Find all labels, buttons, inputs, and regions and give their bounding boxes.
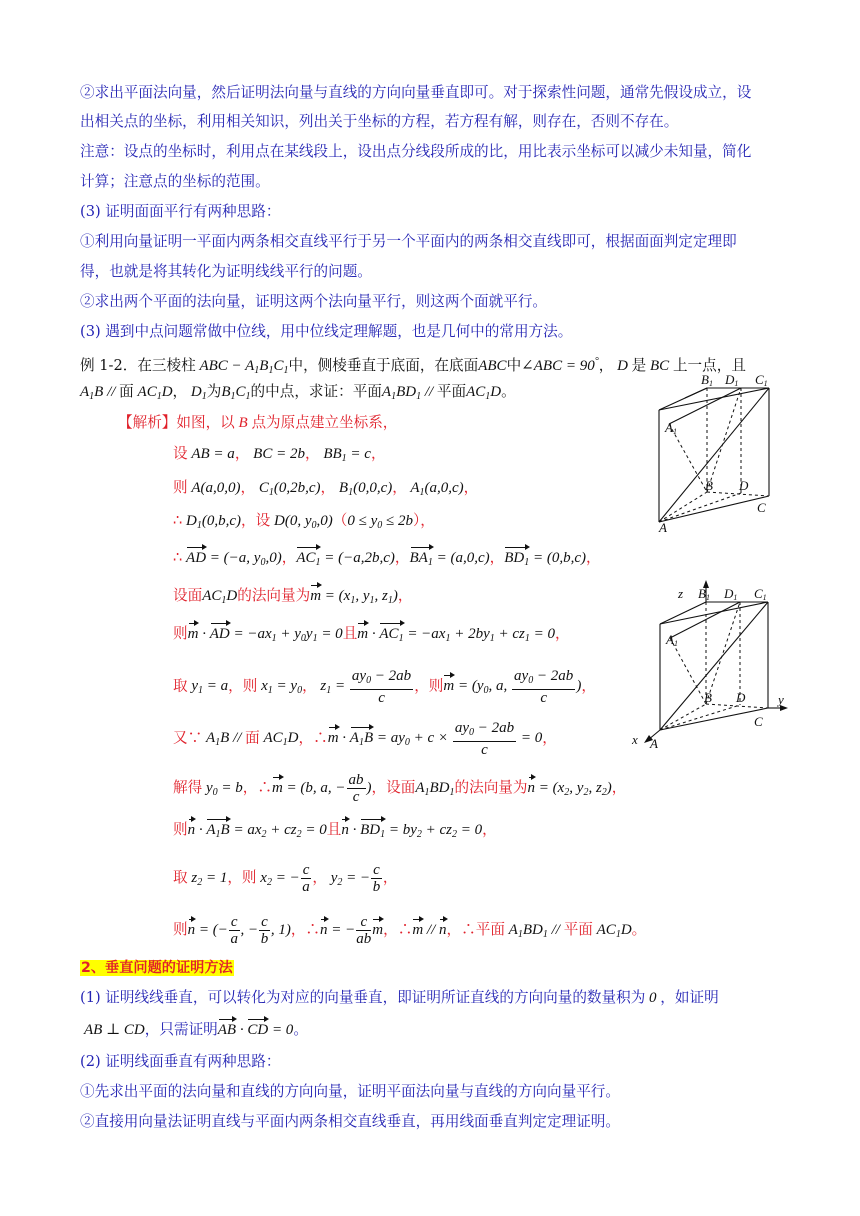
fig1-label-c: C (757, 500, 766, 515)
intro-line-4: 计算；注意点的坐标的范围。 (80, 173, 270, 190)
solution-line-13: 则n = (− $\frac{c}{a}$ , − $\frac{c}{b}$ , 1)，∴n = − $\frac{c}{ab}$ m，∴m // n，∴平面 $A_1BD_1$ // 平面 $AC_1D$。 (173, 914, 647, 947)
intro-line-5: (3) 证明面面平行有两种思路： (80, 203, 281, 220)
intro-line-8: ②求出两个平面的法向量，证明这两个法向量平行，则这两个面就平行。 (80, 293, 548, 310)
solution-line-9: 又∵ $A_1B$ // 面 $AC_1D$，∴m · $A_1B = ay_0 + c$ × $\frac{ay_0 - 2ab}{c}$ = 0， (173, 720, 557, 758)
prism-figure-2 (628, 580, 798, 752)
fig1-label-c1: C (755, 372, 764, 387)
prism-figure-1 (645, 372, 785, 532)
section-line-4: ①先求出平面的法向量和直线的方向向量，证明平面法向量与直线的方向向量平行。 (80, 1083, 620, 1100)
section-line-5: ②直接用向量法证明直线与平面内两条相交直线垂直，再用线面垂直判定定理证明。 (80, 1113, 620, 1130)
fig2-axis-y: y (778, 692, 784, 707)
example-line-1: 例 1-2．在三棱柱 ABC − $A_1B_1C_1$中，侧棱垂直于底面，在底面ABC中∠ABC = 90°， D 是 BC 上一点，且 (80, 356, 746, 376)
example-line-2: $A_1B$ // 面 $AC_1D$， $D_1$为$B_1C_1$的中点，求证：平面$A_1BD_1$ // 平面$AC_1D$。 (80, 383, 516, 402)
fig2-label-a1: A (666, 632, 674, 647)
intro-line-9: (3) 遇到中点问题常做中位线，用中位线定理解题，也是几何中的常用方法。 (80, 323, 573, 340)
fig2-label-d1: D (724, 586, 734, 601)
svg-text:A1: A1 (665, 420, 677, 436)
fig1-label-d: D (739, 478, 749, 493)
intro-line-1: ②求出平面法向量，然后证明法向量与直线的方向向量垂直即可。对于探索性问题，通常先假设成立，设 (80, 84, 752, 101)
svg-text:C1: C1 (754, 586, 767, 602)
fig2-axis-x: x (632, 732, 638, 747)
fig1-label-a: A (659, 520, 667, 532)
section-line-1: (1) 证明线线垂直，可以转化为对应的向量垂直，即证明所证直线的方向向量的数量积为 0 ，如证明 (80, 989, 719, 1006)
svg-text:B1: B1 (701, 372, 713, 388)
solution-line-6: 设面$AC_1D$的法向量为$m = (x_1$, $y_1$, $z_1$)， (173, 587, 413, 606)
intro-line-7: 得，也就是将其转化为证明线线平行的问题。 (80, 263, 372, 280)
solution-line-10: 解得 $y_0 = b$，∴m = (b, a, − $\frac{ab}{c}$ )，设面$A_1BD_1$的法向量为$n = (x_2$, $y_2$, $z_2$)， (173, 772, 627, 805)
solution-line-3: 则 A(a,0,0)， $C_1(0,2b,c)$， $B_1(0,0,c)$， $A_1(a,0,c)$， (173, 479, 479, 498)
fig1-label-a1: A (665, 420, 673, 435)
solution-line-5: ∴ AD = (−a, $y_0,0$)，$AC_1 = (-a,2b,c)$，$BA_1 = (a,0,c)$，$BD_1 = (0,b,c)$， (173, 548, 601, 573)
fig2-label-d: D (736, 690, 746, 705)
solution-line-11: 则$n \cdot A_1B = ax_2 + cz_2 = 0$且$n \cdot BD_1 = by_2 + cz_2 = 0$， (173, 820, 497, 845)
solution-line-2: 设 AB = a， BC = 2b， $BB_1 = c$， (173, 445, 386, 464)
solution-line-12: 取 $z_2 = 1$，则 $x_2$ = − $\frac{c}{a}$ ， $y_2$ = − $\frac{c}{b}$ ， (173, 862, 398, 895)
fig2-axis-z: z (678, 586, 684, 601)
intro-line-2: 出相关点的坐标，利用相关知识，列出关于坐标的方程，若方程有解，则存在，否则不存在。 (80, 113, 679, 130)
solution-line-8: 取 $y_1 = a$，则 $x_1 = y_0$， $z_1$ = $\frac{ay_0 - 2ab}{c}$ ，则$m = (y_0$, a, $\frac{ay_0 - 2ab}{c}$ )， (173, 668, 596, 706)
svg-text:B1: B1 (698, 586, 710, 602)
fig2-label-b1: B (698, 586, 706, 601)
fig1-label-b1: B (701, 372, 709, 387)
svg-text:D1: D1 (724, 586, 738, 602)
svg-text:C1: C1 (755, 372, 768, 388)
section-line-2: AB ⊥ CD，只需证明AB · CD = 0。 (84, 1021, 308, 1038)
intro-line-3: 注意：设点的坐标时，利用点在某线段上，设出点分线段所成的比，用比表示坐标可以减少未知量，简化 (80, 143, 752, 160)
fig2-label-a: A (650, 736, 658, 751)
section-line-3: (2) 证明线面垂直有两种思路： (80, 1053, 281, 1070)
svg-text:D1: D1 (725, 372, 739, 388)
solution-line-1: 【解析】如图，以 B 点为原点建立坐标系， (118, 414, 398, 431)
fig2-label-c: C (754, 714, 763, 729)
fig1-label-d1: D (725, 372, 735, 387)
svg-text:A1: A1 (666, 632, 678, 648)
fig2-label-c1: C (754, 586, 763, 601)
solution-line-4: ∴ $D_1(0,b,c)$，设 D(0, $y_0,0)(0 \le y_0 \le 2b)$， (173, 512, 435, 531)
solution-line-7: 则m · AD = $-ax_1 + y_0y_1 = 0$且$m \cdot AC_1 = -ax_1 + 2by_1 + cz_1 = 0$， (173, 624, 570, 649)
section-heading: 2、垂直问题的证明方法 (81, 960, 233, 976)
fig1-label-b: B (705, 478, 713, 493)
fig2-label-b: B (704, 690, 712, 705)
intro-line-6: ①利用向量证明一平面内两条相交直线平行于另一个平面内的两条相交直线即可，根据面面判定定理即 (80, 233, 737, 250)
